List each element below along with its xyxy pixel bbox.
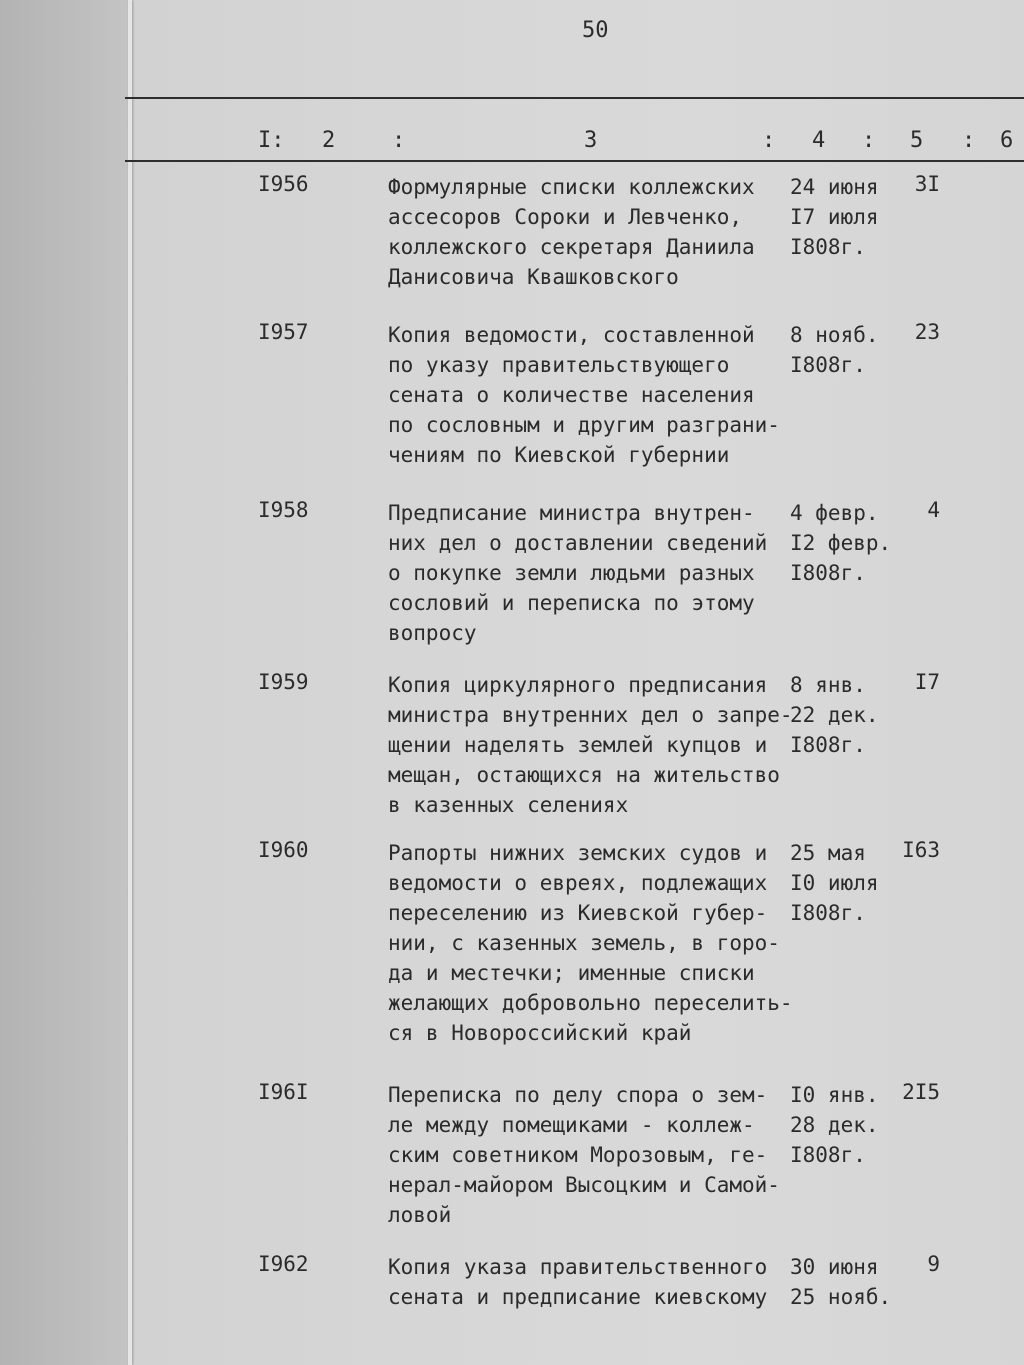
entry-dates: 30 июня 25 нояб. <box>790 1255 892 1309</box>
previous-sheet-edge <box>128 0 132 1365</box>
entry-number: I957 <box>258 320 309 344</box>
column-separator-2: : <box>762 128 776 153</box>
entry-sheet-count: 4 <box>927 498 940 522</box>
entry-dates: 4 февр. I2 февр. I808г. <box>790 501 892 585</box>
entry-sheet-count: 3I <box>914 172 940 196</box>
column-header-6: 6 <box>1000 128 1014 153</box>
page-number: 50 <box>582 18 609 43</box>
column-header-4: 4 <box>812 128 826 153</box>
column-header-2: 2 <box>322 128 336 153</box>
column-header-3: 3 <box>584 128 598 153</box>
header-rule-top <box>125 97 1024 99</box>
entry-dates: 8 нояб. I808г. <box>790 323 879 377</box>
entry-number: I958 <box>258 498 309 522</box>
entry-sheet-count: 2I5 <box>902 1080 940 1104</box>
entry-description: Предписание министра внутрен- них дел о доставлении сведений о покупке земли людьми разных сословий и переписка по этому вопросу <box>388 501 768 645</box>
entry-dates: I0 янв. 28 дек. I808г. <box>790 1083 879 1167</box>
entry-number: I96I <box>258 1080 309 1104</box>
entry-number: I962 <box>258 1252 309 1276</box>
entry-sheet-count: 23 <box>914 320 940 344</box>
entry-dates: 24 июня I7 июля I808г. <box>790 175 879 259</box>
entry-dates: 8 янв. 22 дек. I808г. <box>790 673 879 757</box>
entry-description: Рапорты нижних земских судов и ведомости о евреях, подлежащих переселению из Киевской губер- нии, с казенных земель, в горо- да и местечки; именные списки желающих добровольно переселить- ся в Новороссийский край <box>388 841 793 1045</box>
entry-description: Копия ведомости, составленной по указу правительствующего сената о количестве населения по сословным и другим разграни- чениям по Киевской губернии <box>388 323 780 467</box>
entry-description: Копия указа правительственного сената и предписание киевскому <box>388 1255 768 1309</box>
entry-description: Копия циркулярного предписания министра внутренних дел о запре- щении наделять землей купцов и мещан, остающихся на жительство в казенных селениях <box>388 673 793 817</box>
entry-sheet-count: I7 <box>914 670 940 694</box>
header-rule-bottom <box>125 160 1024 162</box>
entry-dates: 25 мая I0 июля I808г. <box>790 841 879 925</box>
entry-number: I960 <box>258 838 309 862</box>
entry-number: I956 <box>258 172 309 196</box>
column-separator-1: : <box>392 128 406 153</box>
entry-sheet-count: 9 <box>927 1252 940 1276</box>
entry-sheet-count: I63 <box>902 838 940 862</box>
entry-description: Формулярные списки коллежских ассесоров Сороки и Левченко, коллежского секретаря Даниила Данисовича Квашковского <box>388 175 755 289</box>
entry-number: I959 <box>258 670 309 694</box>
column-separator-3: : <box>862 128 876 153</box>
column-header-1: I: <box>258 128 285 153</box>
entry-description: Переписка по делу спора о зем- ле между помещиками - коллеж- ским советником Морозовым, ге- нерал-майором Высоцким и Самой- ловой <box>388 1083 780 1227</box>
column-header-5: 5 <box>910 128 924 153</box>
column-separator-4: : <box>962 128 976 153</box>
